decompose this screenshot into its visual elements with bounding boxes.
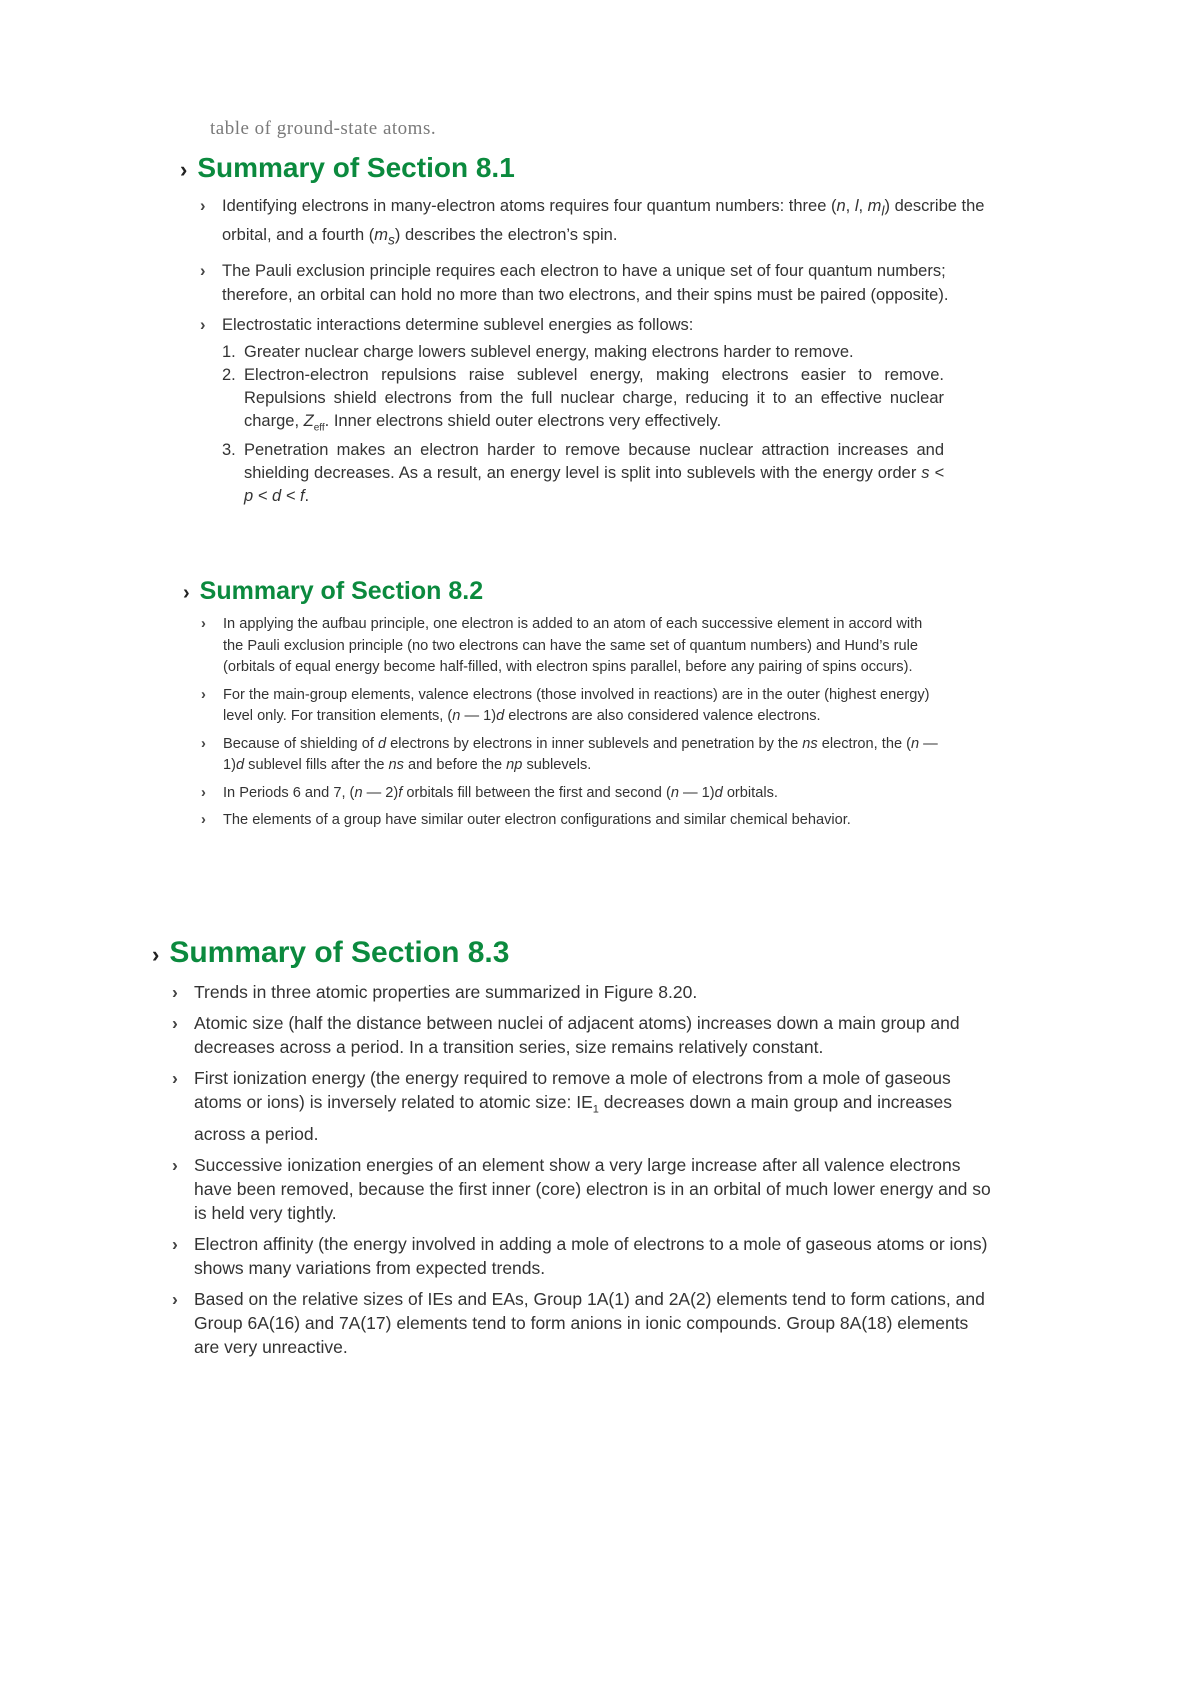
- cut-off-text-line: [210, 118, 437, 139]
- numbered-list: [222, 341, 944, 508]
- text-run: Electron-electron repulsions raise sublevel energy, making electrons easier to remove. Repulsions shield electrons from the full nuclear charge, reducing it to an effective nuclear charge,: [244, 365, 944, 430]
- chevron-right-icon: ›: [201, 784, 206, 801]
- math-expression: s < p < d < f: [244, 463, 944, 505]
- math-var: n: [836, 197, 846, 215]
- math-var: Z: [303, 411, 314, 430]
- bullet-list: [172, 980, 992, 1359]
- text-run: The elements of a group have similar outer electron configurations and similar chemical behavior.: [223, 812, 851, 828]
- item-number: 1.: [222, 342, 236, 361]
- list-item: [172, 1066, 992, 1146]
- chevron-right-icon: ›: [172, 982, 178, 1002]
- item-number: 2.: [222, 365, 236, 384]
- section-heading: [152, 936, 992, 970]
- text-run: Successive ionization energies of an element show a very large increase after all valence electrons have been removed, because the first inner (core) electron is in an orbital of much lower energy and so is held very tightly.: [194, 1154, 991, 1223]
- math-var: d: [235, 757, 245, 773]
- text-run: Because of shielding of: [223, 735, 378, 752]
- text-run: — 1): [223, 735, 938, 773]
- chevron-right-icon: ›: [180, 157, 188, 182]
- text-run: In Periods 6 and 7, (: [223, 784, 355, 801]
- text-run: Greater nuclear charge lowers sublevel energy, making electrons harder to remove.: [244, 342, 854, 361]
- numbered-item: [222, 364, 944, 439]
- text-run: orbitals fill between the first and second (: [402, 784, 671, 801]
- math-var: l: [854, 197, 859, 215]
- list-item: [201, 614, 943, 679]
- text-run: ) describes the electron’s spin.: [394, 226, 618, 245]
- summary-section-8-3: [152, 936, 992, 1366]
- numbered-item: [222, 341, 944, 364]
- text-run: Atomic size (half the distance between nuclei of adjacent atoms) increases down a main group and decreases across a period. In a transition series, size remains relatively constant.: [194, 1013, 960, 1057]
- chevron-right-icon: ›: [200, 197, 206, 215]
- summary-section-8-1: [180, 152, 1000, 514]
- list-item: [201, 810, 943, 832]
- text-run: In applying the aufbau principle, one electron is added to an atom of each successive element in accord with the Pauli exclusion principle (no two electrons can have the same set of quantum numbers) and Hund’s rule (orbitals of equal energy become half-filled, with electron spins parallel, before any pairing of spins occurs).: [223, 616, 923, 675]
- chevron-right-icon: ›: [172, 1154, 178, 1175]
- text-run: decreases down a main group and increases across a period.: [194, 1092, 953, 1144]
- math-subscript: s: [388, 232, 395, 248]
- chevron-right-icon: ›: [172, 1013, 178, 1033]
- text-run: For the main-group elements, valence electrons (those involved in reactions) are in the outer (highest energy) level only. For transition elements, (: [223, 686, 930, 724]
- section-title: Summary of Section 8.3: [169, 936, 510, 969]
- list-item: [200, 313, 1000, 508]
- chevron-right-icon: ›: [183, 582, 190, 604]
- math-var: ns: [802, 735, 818, 752]
- math-var: d: [714, 784, 723, 801]
- text-run: electron, the (: [817, 735, 911, 752]
- bullet-list: [201, 614, 943, 832]
- list-item: [172, 1153, 992, 1225]
- list-item: [201, 783, 943, 805]
- math-var: f: [398, 784, 403, 801]
- cut-off-text: table of ground-state atoms.: [210, 118, 437, 139]
- list-item: [201, 685, 943, 728]
- math-var: n: [354, 784, 363, 801]
- text-run: ) describe the orbital, and a fourth (: [222, 197, 985, 245]
- text-run: ,: [845, 197, 855, 215]
- list-item: [200, 259, 1000, 307]
- text-run: sublevels.: [522, 757, 592, 773]
- text-run: ,: [858, 197, 868, 215]
- section-title: Summary of Section 8.2: [199, 577, 484, 605]
- math-var: np: [506, 757, 523, 773]
- math-var: n: [452, 708, 461, 724]
- list-item: [200, 194, 1000, 253]
- math-var: d: [377, 735, 387, 752]
- text-run: — 1): [678, 784, 715, 801]
- list-item: [172, 1287, 992, 1359]
- bullet-list: [200, 194, 1000, 508]
- text-run: Electron affinity (the energy involved in adding a mole of electrons to a mole of gaseous atoms or ions) shows many variations from expected trends.: [194, 1233, 988, 1278]
- text-run: orbitals.: [722, 784, 778, 801]
- numbered-item: [222, 439, 944, 508]
- section-heading: [180, 152, 1000, 184]
- chevron-right-icon: ›: [200, 261, 206, 280]
- chevron-right-icon: ›: [172, 1068, 178, 1088]
- text-run: Trends in three atomic properties are summarized in Figure 8.20.: [194, 982, 698, 1002]
- list-item: [172, 1232, 992, 1280]
- text-run: and before the: [403, 757, 507, 773]
- math-var: m: [374, 226, 389, 245]
- text-run: . Inner electrons shield outer electrons very effectively.: [324, 411, 722, 430]
- chevron-right-icon: ›: [172, 1233, 178, 1254]
- text-run: Electrostatic interactions determine sublevel energies as follows:: [222, 315, 694, 334]
- math-var: n: [910, 735, 920, 752]
- section-heading: [183, 577, 943, 606]
- item-number: 3.: [222, 440, 236, 459]
- chevron-right-icon: ›: [200, 315, 206, 334]
- list-item: [172, 980, 992, 1004]
- math-subscript: eff: [313, 421, 325, 433]
- text-run: First ionization energy (the energy required to remove a mole of electrons from a mole of gaseous atoms or ions) is inversely related to atomic size: IE: [194, 1068, 951, 1112]
- chevron-right-icon: ›: [201, 686, 206, 703]
- math-var: n: [670, 784, 679, 801]
- text-run: sublevel fills after the: [244, 757, 389, 773]
- text-run: Based on the relative sizes of IEs and EAs, Group 1A(1) and 2A(2) elements tend to form cations, and Group 6A(16) and 7A(17) elements tend to form anions in ionic compounds. Group 8A(18) elements are very unreactive.: [194, 1288, 985, 1357]
- text-run: — 2): [362, 784, 399, 801]
- text-run: The Pauli exclusion principle requires each electron to have a unique set of four quantum numbers; therefore, an orbital can hold no more than two electrons, and their spins must be paired (opposite).: [222, 261, 949, 304]
- math-subscript: l: [881, 203, 885, 219]
- section-title: Summary of Section 8.1: [197, 152, 515, 183]
- text-run: Identifying electrons in many-electron atoms requires four quantum numbers: three (: [222, 197, 837, 215]
- list-item: [172, 1011, 992, 1059]
- chevron-right-icon: ›: [152, 942, 160, 967]
- text-run: electrons by electrons in inner sublevels and penetration by the: [386, 735, 803, 752]
- summary-section-8-2: [183, 577, 943, 838]
- text-run: .: [304, 486, 310, 505]
- math-var: d: [496, 708, 505, 724]
- list-item: [201, 734, 943, 777]
- text-run: electrons are also considered valence electrons.: [504, 708, 821, 724]
- chevron-right-icon: ›: [201, 735, 206, 752]
- math-subscript: 1: [592, 1103, 599, 1116]
- text-run: Penetration makes an electron harder to remove because nuclear attraction increases and shielding decreases. As a result, an energy level is split into sublevels with the energy order: [244, 440, 944, 482]
- math-var: ns: [388, 757, 404, 773]
- chevron-right-icon: ›: [201, 616, 206, 632]
- chevron-right-icon: ›: [201, 812, 206, 828]
- chevron-right-icon: ›: [172, 1288, 178, 1309]
- text-run: — 1): [460, 708, 497, 724]
- math-var: m: [867, 197, 882, 215]
